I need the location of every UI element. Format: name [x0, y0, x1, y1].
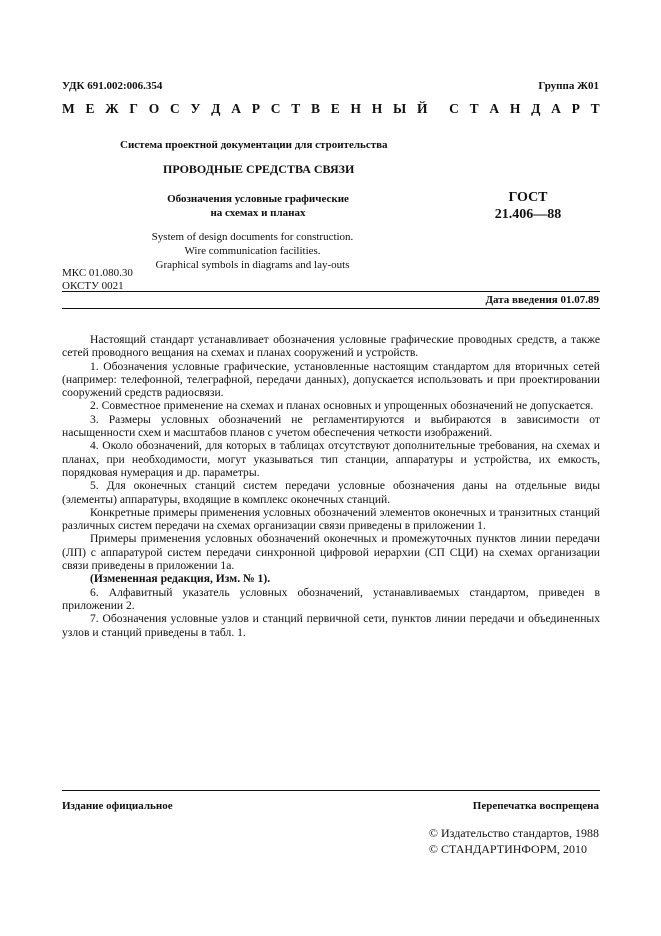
heading-letter: Ж: [105, 101, 119, 116]
heading-letter: Т: [469, 101, 479, 116]
okstu-code: ОКСТУ 0021: [62, 280, 124, 292]
mks-code: МКС 01.080.30: [62, 267, 133, 279]
gost-code: 21.406—88: [494, 207, 562, 222]
udk-code: УДК 691.002:006.354: [62, 80, 163, 92]
heading-letter: Д: [531, 101, 541, 116]
footer-divider: [62, 790, 600, 791]
heading-letter: Е: [330, 101, 340, 116]
copyright-line: © СТАНДАРТИНФОРМ, 2010: [428, 842, 588, 856]
heading-letter: С: [449, 101, 459, 116]
heading-letter: О: [148, 101, 160, 116]
heading-letter: Т: [590, 101, 600, 116]
reprint-note: Перепечатка воспрещена: [472, 800, 599, 812]
paragraph: 7. Обозначения условные узлов и станций первичной сети, пунктов линии передачи и объединенных узлов и станций приведены в табл. 1.: [62, 612, 600, 639]
paragraph: 2. Совместное применение на схемах и планах основных и упрощенных обозначений не допускается.: [90, 399, 594, 413]
copyright-block: [429, 825, 599, 857]
heading-letter: У: [190, 101, 201, 116]
paragraph: 6. Алфавитный указатель условных обозначений, устанавливаемых стандартом, приведен в приложении 2.: [62, 585, 600, 612]
paragraph: Конкретные примеры применения условных обозначений элементов оконечных и транзитных станций различных систем передачи на схемах организации связи приведены в приложении 1.: [62, 505, 600, 533]
heading-letter: Н: [509, 101, 521, 116]
heading-letter: В: [310, 101, 320, 116]
heading-letter: М: [62, 101, 75, 116]
paragraph: 4. Около обозначений, для которых в таблицах отсутствуют дополнительные требования, на схемах и планах, при необходимости, могут указываться тип станции, аппаратуры и устройства, их емкость, порядковая нумерация и др. параметры.: [62, 439, 600, 479]
edition-note: Издание официальное: [62, 800, 173, 812]
heading-letter: А: [231, 101, 241, 116]
english-title: [140, 230, 365, 272]
subtitle-line: на схемах и планах: [210, 207, 306, 219]
paragraph: 5. Для оконечных станций систем передачи условные обозначения даны на отдельные виды (элементы) аппаратуры, входящие в комплекс оконечных станций.: [62, 479, 600, 506]
heading-letter: Й: [417, 101, 428, 116]
heading-letter: Р: [251, 101, 260, 116]
english-line: System of design documents for construction.: [151, 231, 354, 243]
heading-letter: Г: [129, 101, 138, 116]
main-title: ПРОВОДНЫЕ СРЕДСТВА СВЯЗИ: [163, 162, 355, 176]
divider: [62, 291, 600, 292]
subtitle-line: Обозначения условные графические: [167, 193, 349, 205]
copyright-line: © Издательство стандартов, 1988: [428, 826, 599, 840]
heading-letter: Д: [211, 101, 221, 116]
divider: [62, 308, 600, 309]
heading-letter: Н: [350, 101, 362, 116]
paragraph: Примеры применения условных обозначений оконечных и промежуточных пунктов линии передачи (ЛП) с аппаратурой систем передачи синхронной цифровой иерархии (СП СЦИ) на схемах организации связи приведены в приложении 1а.: [62, 532, 600, 573]
interstate-standard-heading: [62, 101, 600, 117]
paragraph: Настоящий стандарт устанавливает обозначения условные графические проводных средств, а также сетей проводного вещания на схемах и планах сооружений и устройств.: [62, 333, 600, 360]
heading-letter: А: [489, 101, 500, 116]
heading-letter: Т: [291, 101, 301, 116]
gost-label: ГОСТ: [508, 190, 548, 205]
amendment-note: (Измененная редакция, Изм. № 1).: [90, 572, 271, 586]
group-code: Группа Ж01: [538, 80, 599, 92]
gost-number: [478, 189, 578, 223]
heading-letter: Е: [85, 101, 95, 116]
heading-letter: С: [169, 101, 180, 116]
heading-letter: Р: [571, 101, 580, 116]
english-line: Wire communication facilities.: [184, 245, 321, 257]
heading-letter: Ы: [393, 101, 407, 116]
system-title: Система проектной документации для строительства: [120, 139, 388, 151]
paragraph: 1. Обозначения условные графические, установленные настоящим стандартом для вторичных сетей (например: телефонной, телеграфной, передачи данных), допускается использовать и при проектировании сооружений средств радиосвязи.: [62, 359, 600, 400]
body-text: [62, 333, 600, 639]
classification-codes: [62, 267, 133, 293]
english-line: Graphical symbols in diagrams and lay-outs: [155, 259, 350, 271]
subtitle: [164, 192, 352, 220]
heading-letter: Н: [371, 101, 383, 116]
paragraph: 3. Размеры условных обозначений не регламентируются и выбираются в зависимости от насыщенности схем и масштабов планов с учетом обеспечения четкости изображений.: [62, 412, 600, 440]
heading-letter: А: [551, 101, 561, 116]
introduction-date: Дата введения 01.07.89: [485, 294, 599, 306]
heading-letter: С: [270, 101, 281, 116]
